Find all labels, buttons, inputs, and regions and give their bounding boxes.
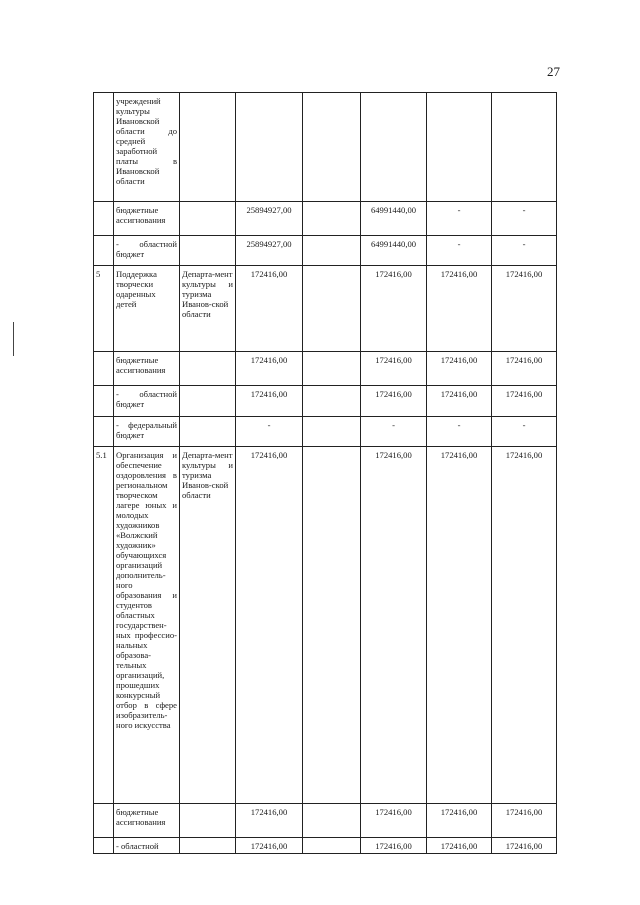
amount-col-1-cell: 172416,00 <box>236 804 303 838</box>
executor-cell <box>180 386 236 417</box>
amount-col-4-cell: 172416,00 <box>427 266 492 352</box>
row-index-cell <box>94 838 114 854</box>
amount-col-3-cell: 172416,00 <box>361 266 427 352</box>
item-name-cell: бюджетные ассигнования <box>114 804 180 838</box>
executor-cell <box>180 202 236 236</box>
amount-col-3-cell: 172416,00 <box>361 386 427 417</box>
amount-col-5-cell: - <box>492 202 557 236</box>
amount-col-5-cell: 172416,00 <box>492 838 557 854</box>
amount-col-1-cell: 25894927,00 <box>236 236 303 266</box>
amount-col-4-cell: 172416,00 <box>427 352 492 386</box>
row-index-cell <box>94 417 114 447</box>
margin-mark <box>13 322 14 356</box>
amount-col-4-cell: 172416,00 <box>427 386 492 417</box>
amount-col-2-cell <box>303 838 361 854</box>
item-name-cell: Поддержка творчески одаренных детей <box>114 266 180 352</box>
amount-col-2-cell <box>303 93 361 202</box>
amount-col-4-cell: 172416,00 <box>427 447 492 804</box>
row-index-cell: 5.1 <box>94 447 114 804</box>
amount-col-2-cell <box>303 266 361 352</box>
row-index-cell <box>94 352 114 386</box>
amount-col-1-cell: 172416,00 <box>236 838 303 854</box>
amount-col-2-cell <box>303 804 361 838</box>
table-row <box>94 447 557 804</box>
row-index-cell <box>94 236 114 266</box>
amount-col-5-cell: 172416,00 <box>492 804 557 838</box>
item-name-cell: - областной бюджет <box>114 386 180 417</box>
amount-col-1-cell: 172416,00 <box>236 266 303 352</box>
executor-cell <box>180 93 236 202</box>
table-row <box>94 93 557 202</box>
table-row <box>94 838 557 854</box>
table-row <box>94 386 557 417</box>
amount-col-1-cell: 172416,00 <box>236 352 303 386</box>
table-row <box>94 266 557 352</box>
amount-col-1-cell: 172416,00 <box>236 386 303 417</box>
amount-col-5-cell <box>492 93 557 202</box>
amount-col-2-cell <box>303 447 361 804</box>
amount-col-1-cell: - <box>236 417 303 447</box>
amount-col-5-cell: 172416,00 <box>492 447 557 804</box>
amount-col-5-cell: 172416,00 <box>492 386 557 417</box>
row-index-cell <box>94 804 114 838</box>
executor-cell <box>180 352 236 386</box>
amount-col-4-cell <box>427 93 492 202</box>
item-name-cell: Организация и обеспечение оздоровления в региональном творческом лагере юных и молодых художников «Волжский художник» обучающихся организаций дополнитель-ного образования и студентов областных государствен-ных профессио-нальных образова-тельных организаций, прошедших конкурсный отбор в сфере изобразитель-ного искусства <box>114 447 180 804</box>
item-name-cell: учреждений культуры Ивановской области до средней заработной платы в Ивановской области <box>114 93 180 202</box>
amount-col-2-cell <box>303 386 361 417</box>
row-index-cell <box>94 386 114 417</box>
amount-col-3-cell: 172416,00 <box>361 838 427 854</box>
table-row <box>94 417 557 447</box>
table-row <box>94 804 557 838</box>
table-row <box>94 202 557 236</box>
amount-col-1-cell: 172416,00 <box>236 447 303 804</box>
table-body <box>94 93 557 854</box>
amount-col-1-cell <box>236 93 303 202</box>
executor-cell: Департа-мент культуры и туризма Иванов-ской области <box>180 266 236 352</box>
amount-col-4-cell: - <box>427 417 492 447</box>
amount-col-3-cell: 64991440,00 <box>361 202 427 236</box>
amount-col-3-cell: - <box>361 417 427 447</box>
executor-cell <box>180 804 236 838</box>
budget-table <box>93 92 557 854</box>
amount-col-5-cell: - <box>492 236 557 266</box>
amount-col-3-cell: 64991440,00 <box>361 236 427 266</box>
item-name-cell: бюджетные ассигнования <box>114 352 180 386</box>
table-row <box>94 236 557 266</box>
amount-col-2-cell <box>303 236 361 266</box>
amount-col-4-cell: 172416,00 <box>427 804 492 838</box>
item-name-cell: бюджетные ассигнования <box>114 202 180 236</box>
amount-col-3-cell: 172416,00 <box>361 352 427 386</box>
table-row <box>94 352 557 386</box>
amount-col-1-cell: 25894927,00 <box>236 202 303 236</box>
amount-col-5-cell: 172416,00 <box>492 352 557 386</box>
amount-col-4-cell: - <box>427 236 492 266</box>
executor-cell <box>180 838 236 854</box>
item-name-cell: - областной <box>114 838 180 854</box>
amount-col-5-cell: - <box>492 417 557 447</box>
amount-col-3-cell <box>361 93 427 202</box>
amount-col-3-cell: 172416,00 <box>361 447 427 804</box>
row-index-cell <box>94 93 114 202</box>
amount-col-2-cell <box>303 417 361 447</box>
page-number: 27 <box>547 64 560 79</box>
amount-col-2-cell <box>303 352 361 386</box>
item-name-cell: - областной бюджет <box>114 236 180 266</box>
item-name-cell: - федеральный бюджет <box>114 417 180 447</box>
executor-cell <box>180 417 236 447</box>
amount-col-2-cell <box>303 202 361 236</box>
row-index-cell <box>94 202 114 236</box>
amount-col-4-cell: - <box>427 202 492 236</box>
row-index-cell: 5 <box>94 266 114 352</box>
amount-col-5-cell: 172416,00 <box>492 266 557 352</box>
amount-col-3-cell: 172416,00 <box>361 804 427 838</box>
executor-cell <box>180 236 236 266</box>
amount-col-4-cell: 172416,00 <box>427 838 492 854</box>
executor-cell: Департа-мент культуры и туризма Иванов-ской области <box>180 447 236 804</box>
